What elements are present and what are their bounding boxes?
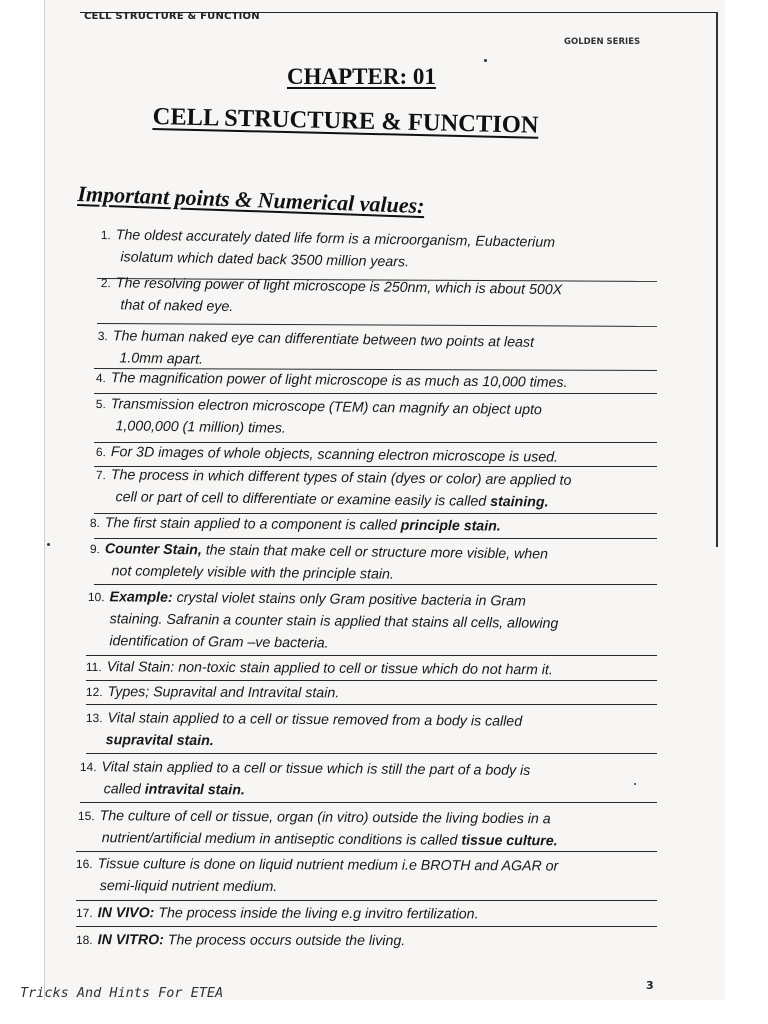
item-lead-term: IN VITRO: <box>97 932 164 949</box>
list-item <box>95 464 571 514</box>
divider <box>76 926 657 927</box>
item-number: 17. <box>75 906 93 921</box>
item-text-continued: semi-liquid nutrient medium. <box>99 878 278 896</box>
item-text: Vital stain applied to a cell or tissue removed from a body is called <box>107 710 523 730</box>
item-text: Transmission electron microscope (TEM) can magnify an object upto <box>110 396 542 419</box>
item-bold-term: principle stain. <box>400 517 501 535</box>
series-label: GOLDEN SERIES <box>564 37 641 47</box>
item-text: Types; Supravital and Intravital stain. <box>107 684 340 702</box>
list-item <box>100 224 555 276</box>
item-text-continued: nutrient/artificial medium in antiseptic conditions is called <box>101 830 458 849</box>
list-item <box>89 538 548 588</box>
item-text: Tissue culture is done on liquid nutrient medium i.e BROTH and AGAR or <box>97 856 559 875</box>
item-lead-term: Example: <box>109 589 173 606</box>
item-bold-term: tissue culture. <box>461 832 558 850</box>
list-item <box>78 805 558 852</box>
divider <box>86 753 657 754</box>
divider <box>94 584 657 585</box>
chapter-number: CHAPTER: 01 <box>287 64 436 89</box>
item-text-continued: that of naked eye. <box>120 297 234 316</box>
item-number: 1. <box>100 227 111 243</box>
item-number: 15. <box>77 808 95 824</box>
item-bold-term: intravital stain. <box>144 781 245 799</box>
divider <box>86 704 657 705</box>
item-lead-term: Counter Stain, <box>104 541 202 559</box>
item-text: The culture of cell or tissue, organ (in vitro) outside the living bodies in a <box>99 808 551 828</box>
item-text: The magnification power of light microscope is as much as 10,000 times. <box>110 370 568 391</box>
item-text-continued: called <box>103 781 141 798</box>
page-number: 3 <box>646 979 654 992</box>
item-text-continued: not completely visible with the principle stain. <box>111 563 394 583</box>
item-text-continued: identification of Gram –ve bacteria. <box>109 633 329 652</box>
item-number: 3. <box>97 328 108 344</box>
paper-speck <box>634 783 636 785</box>
item-text: The process inside the living e.g invitro fertilization. <box>158 905 479 923</box>
item-number: 2. <box>100 275 111 291</box>
item-text: The process occurs outside the living. <box>167 932 406 950</box>
list-item <box>86 656 553 681</box>
item-text: crystal violet stains only Gram positive bacteria in Gram <box>176 589 526 610</box>
list-item <box>87 586 558 657</box>
item-number: 4. <box>95 370 106 386</box>
item-text: The resolving power of light microscope is 250nm, which is about 500X <box>115 275 563 299</box>
divider <box>76 851 657 852</box>
list-item <box>86 681 339 704</box>
item-text: The process in which different types of stain (dyes or color) are applied to <box>110 467 572 489</box>
item-text: The oldest accurately dated life form is a microorganism, Eubacterium <box>115 227 556 251</box>
list-item <box>76 853 559 900</box>
item-number: 5. <box>95 396 106 412</box>
list-item <box>86 707 523 755</box>
section-heading: Important points & Numerical values: <box>77 181 425 219</box>
list-item <box>76 902 479 925</box>
list-item <box>95 393 542 443</box>
item-number: 14. <box>79 759 97 775</box>
item-number: 7. <box>95 467 106 483</box>
item-lead-term: IN VIVO: <box>97 905 155 922</box>
list-item <box>80 756 531 804</box>
item-number: 16. <box>75 856 93 872</box>
item-text-continued: staining. Safranin a counter stain is applied that stains all cells, allowing <box>109 611 559 632</box>
item-text-continued: isolatum which dated back 3500 million years. <box>120 249 410 271</box>
item-number: 6. <box>95 444 106 460</box>
list-item <box>90 512 501 538</box>
paper-speck <box>484 59 487 62</box>
item-number: 11. <box>85 659 102 675</box>
divider <box>76 900 657 901</box>
item-text: Vital stain applied to a cell or tissue which is still the part of a body is <box>101 759 531 779</box>
item-text: The human naked eye can differentiate between two points at least <box>112 328 535 351</box>
item-number: 12. <box>85 684 103 700</box>
list-item <box>76 929 405 952</box>
divider <box>80 802 657 803</box>
item-number: 10. <box>87 589 105 605</box>
item-number: 18. <box>75 933 93 948</box>
running-header: CELL STRUCTURE & FUNCTION <box>84 11 260 22</box>
item-text: The first stain applied to a component is called <box>104 515 397 534</box>
paper-speck <box>47 543 50 546</box>
item-text: the stain that make cell or structure more visible, when <box>205 542 549 563</box>
list-item <box>96 367 568 394</box>
item-text-continued: 1,000,000 (1 million) times. <box>115 418 286 437</box>
item-number: 9. <box>89 541 100 557</box>
item-number: 13. <box>85 710 103 726</box>
item-bold-term: supravital stain. <box>105 732 214 750</box>
footer-credit: Tricks And Hints For ETEA <box>20 985 224 1001</box>
item-bold-term: staining. <box>490 493 549 511</box>
item-text-continued: cell or part of cell to differentiate or examine easily is called <box>115 489 487 510</box>
item-number: 8. <box>89 515 100 531</box>
item-text-continued: 1.0mm apart. <box>119 350 204 368</box>
item-text: For 3D images of whole objects, scanning electron microscope is used. <box>110 444 559 466</box>
item-text: Vital Stain: non-toxic stain applied to cell or tissue which do not harm it. <box>106 659 553 679</box>
list-item <box>100 272 562 323</box>
chapter-title: CELL STRUCTURE & FUNCTION <box>152 103 539 139</box>
